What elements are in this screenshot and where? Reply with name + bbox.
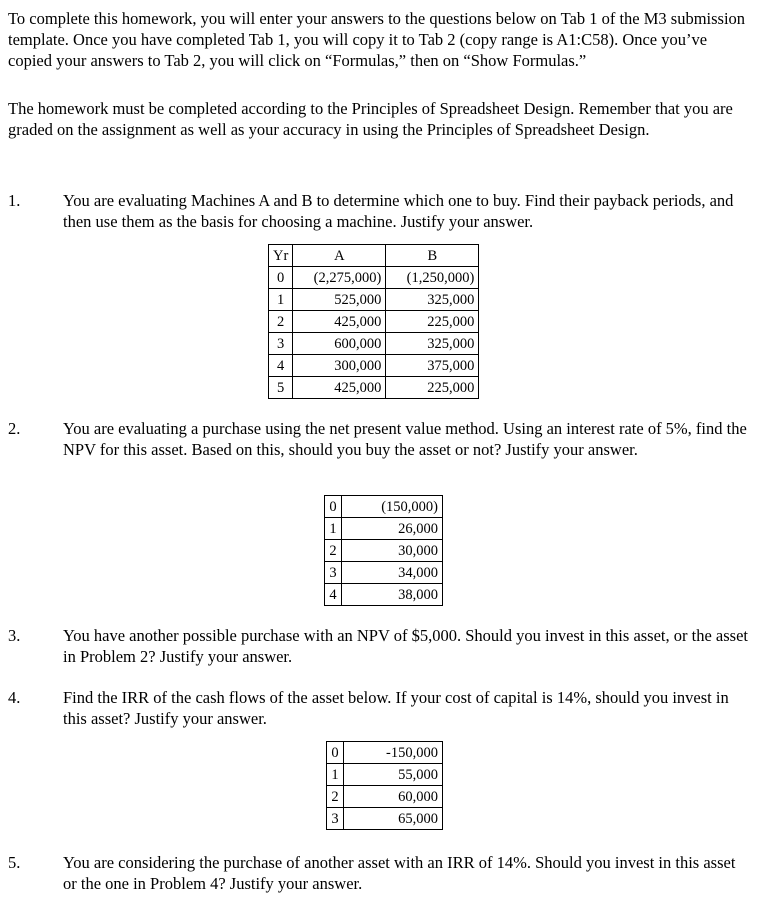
year-cell: 4 [269, 355, 293, 377]
year-cell: 2 [269, 311, 293, 333]
table-row [327, 764, 443, 786]
table-row [269, 311, 479, 333]
year-cell: 0 [325, 496, 342, 518]
table-header-row [269, 245, 479, 267]
cash-flow-cell: (150,000) [342, 496, 443, 518]
cash-flow-b-cell: 325,000 [386, 289, 479, 311]
question-number: 4. [8, 688, 21, 707]
cash-flow-a-cell: (2,275,000) [293, 267, 386, 289]
payback-table [268, 244, 479, 399]
npv-cash-flow-table [324, 495, 443, 606]
question-number: 1. [8, 191, 21, 210]
cash-flow-cell: 65,000 [344, 808, 443, 830]
question-number: 5. [8, 853, 21, 872]
column-header-machine-b: B [386, 245, 479, 267]
question-text: Find the IRR of the cash flows of the asset below. If your cost of capital is 14%, should you invest in this asset? Justify your answer. [63, 688, 729, 728]
year-cell: 3 [327, 808, 344, 830]
cash-flow-a-cell: 600,000 [293, 333, 386, 355]
cash-flow-a-cell: 300,000 [293, 355, 386, 377]
question-text: You are considering the purchase of another asset with an IRR of 14%. Should you invest in this asset or the one in Problem 4? Justify your answer. [63, 853, 736, 893]
table-row [325, 562, 443, 584]
cash-flow-a-cell: 425,000 [293, 377, 386, 399]
table-row [325, 518, 443, 540]
cash-flow-cell: 34,000 [342, 562, 443, 584]
question-text: You are evaluating a purchase using the net present value method. Using an interest rate of 5%, find the NPV for this asset. Based on this, should you buy the asset or not? Justify your answer. [63, 419, 747, 459]
year-cell: 1 [269, 289, 293, 311]
cash-flow-cell: 26,000 [342, 518, 443, 540]
cash-flow-cell: 30,000 [342, 540, 443, 562]
year-cell: 0 [269, 267, 293, 289]
table-row [269, 377, 479, 399]
table-row [325, 584, 443, 606]
table-row [269, 355, 479, 377]
cash-flow-cell: 60,000 [344, 786, 443, 808]
table-row [325, 496, 443, 518]
year-cell: 1 [327, 764, 344, 786]
table-row [269, 267, 479, 289]
year-cell: 3 [325, 562, 342, 584]
question-number: 3. [8, 626, 21, 645]
year-cell: 4 [325, 584, 342, 606]
year-cell: 3 [269, 333, 293, 355]
column-header-machine-a: A [293, 245, 386, 267]
intro-grading-note: The homework must be completed according to the Principles of Spreadsheet Design. Remember that you are graded on the assignment as well as your accuracy in using the Principles of Spreadsheet Design. [8, 99, 733, 139]
question-text: You have another possible purchase with an NPV of $5,000. Should you invest in this asset, or the asset in Problem 2? Justify your answer. [63, 626, 748, 666]
cash-flow-b-cell: 225,000 [386, 311, 479, 333]
table-row [327, 742, 443, 764]
cash-flow-cell: 38,000 [342, 584, 443, 606]
cash-flow-cell: 55,000 [344, 764, 443, 786]
irr-cash-flow-table [326, 741, 443, 830]
question-text: You are evaluating Machines A and B to determine which one to buy. Find their payback periods, and then use them as the basis for choosing a machine. Justify your answer. [63, 191, 734, 231]
cash-flow-a-cell: 525,000 [293, 289, 386, 311]
cash-flow-b-cell: 225,000 [386, 377, 479, 399]
column-header-year: Yr [269, 245, 293, 267]
table-row [269, 289, 479, 311]
table-row [327, 808, 443, 830]
cash-flow-b-cell: 375,000 [386, 355, 479, 377]
year-cell: 0 [327, 742, 344, 764]
cash-flow-b-cell: (1,250,000) [386, 267, 479, 289]
table-row [325, 540, 443, 562]
year-cell: 2 [325, 540, 342, 562]
table-row [327, 786, 443, 808]
year-cell: 2 [327, 786, 344, 808]
year-cell: 5 [269, 377, 293, 399]
question-number: 2. [8, 419, 21, 438]
cash-flow-cell: -150,000 [344, 742, 443, 764]
intro-instructions: To complete this homework, you will enter your answers to the questions below on Tab 1 of the M3 submission template. Once you have completed Tab 1, you will copy it to Tab 2 (copy range is A1:C58). Once you’ve copied your answers to Tab 2, you will click on “Formulas,” then on “Show Formulas.” [8, 9, 746, 70]
table-row [269, 333, 479, 355]
cash-flow-a-cell: 425,000 [293, 311, 386, 333]
cash-flow-b-cell: 325,000 [386, 333, 479, 355]
year-cell: 1 [325, 518, 342, 540]
